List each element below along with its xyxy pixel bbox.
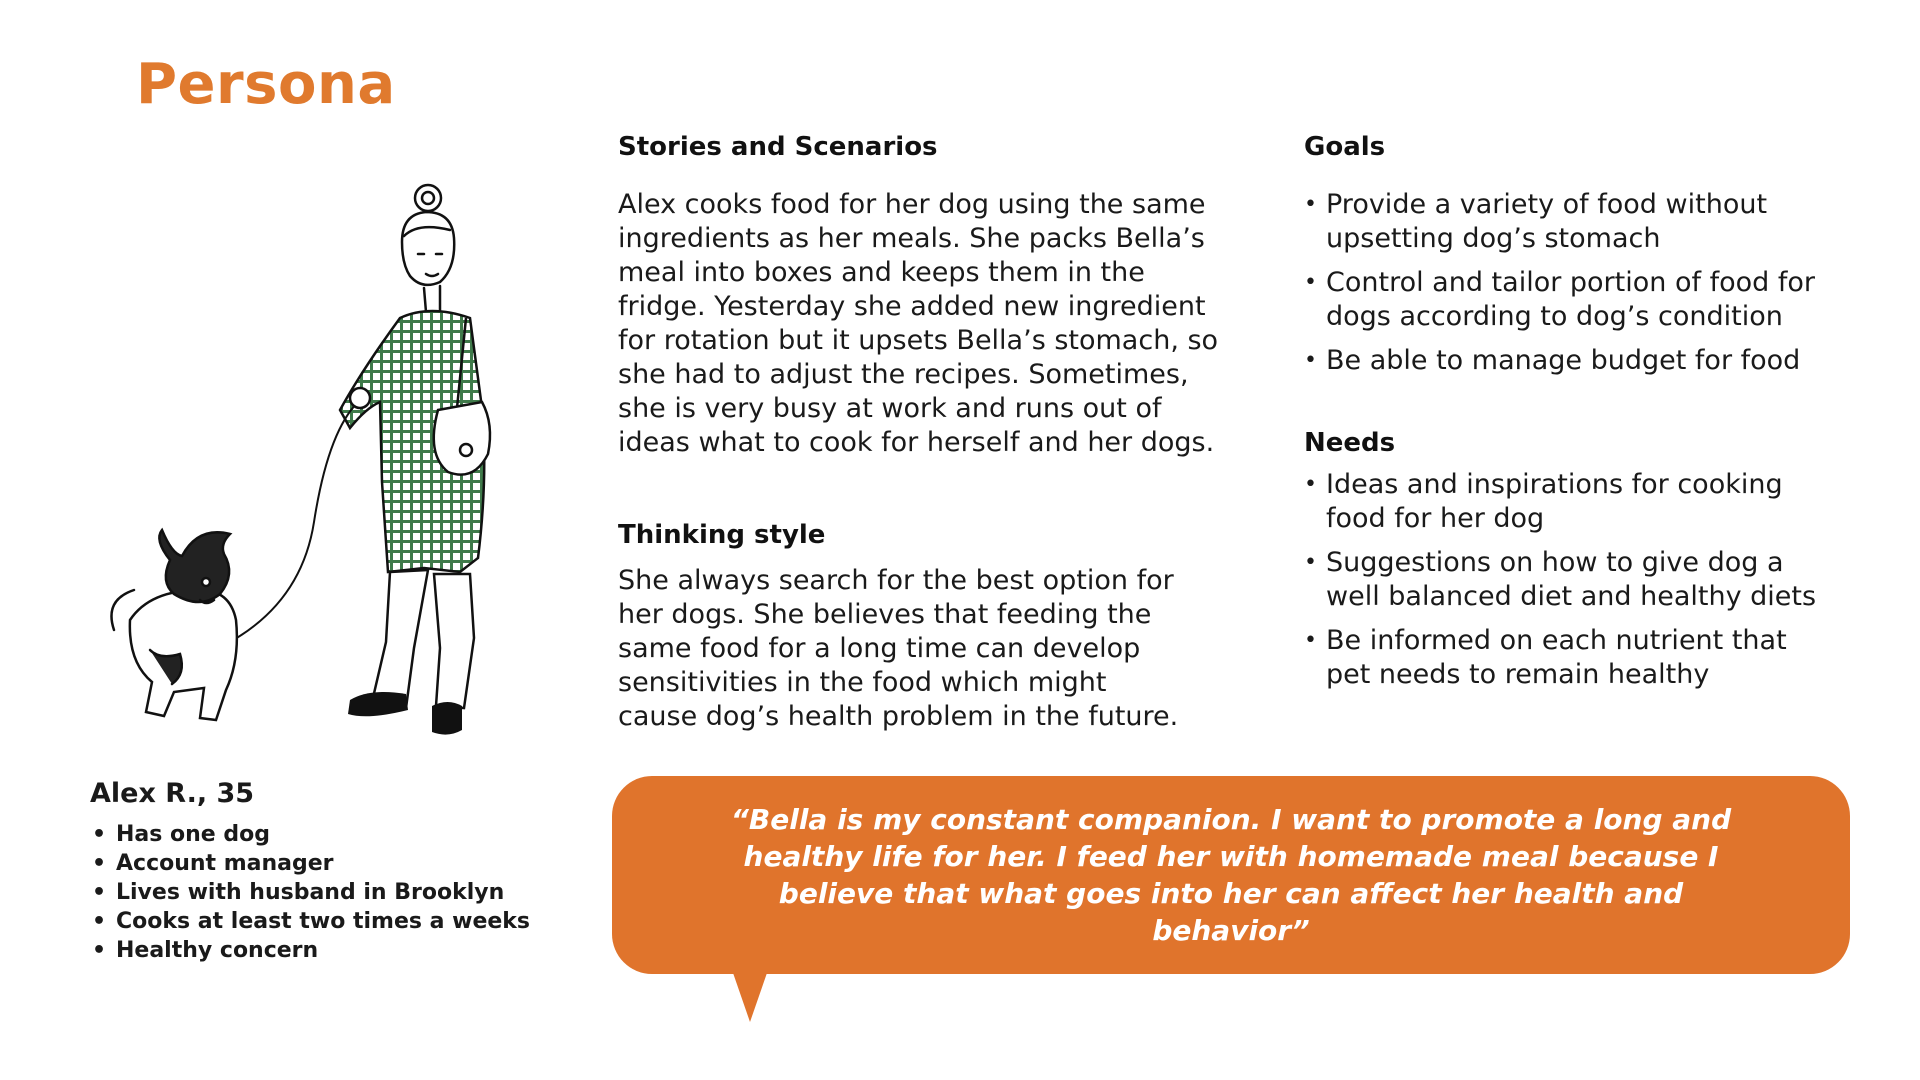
page-title: Persona (136, 52, 396, 117)
goals-list (1304, 188, 1815, 388)
pants (372, 570, 474, 708)
list-item: • Healthy concern (92, 936, 530, 965)
list-item: • Provide a variety of food without upsetting dog’s stomach (1304, 188, 1815, 256)
stories-heading: Stories and Scenarios (618, 132, 938, 162)
list-item: • Lives with husband in Brooklyn (92, 878, 530, 907)
list-item: • Be informed on each nutrient that pet needs to remain healthy (1304, 624, 1816, 692)
quote-bubble-tail (732, 970, 768, 1022)
persona-facts (92, 820, 530, 965)
stories-text: Alex cooks food for her dog using the same ingredients as her meals. She packs Bella’s meal into boxes and keeps them in the fridge. Yesterday she added new ingredient for rotation but it upsets Bella’s stomach, so she had to adjust the recipes. Sometimes, she is very busy at work and runs out of ideas what to cook for herself and her dogs. (618, 189, 1219, 458)
needs-list (1304, 468, 1816, 702)
list-item: • Be able to manage budget for food (1304, 344, 1815, 378)
dog-figure (112, 530, 237, 720)
persona-name: Alex R., 35 (90, 778, 255, 809)
needs-heading: Needs (1304, 428, 1396, 458)
quote-bubble (612, 776, 1850, 974)
list-item: • Account manager (92, 849, 530, 878)
goals-heading: Goals (1304, 132, 1386, 162)
thinking-text: She always search for the best option for her dogs. She believes that feeding the same food for a long time can develop sensitivities in the food which might cause dog’s health problem in the future. (618, 565, 1179, 732)
woman-walking-dog-illustration (70, 180, 550, 740)
woman-figure (402, 185, 454, 312)
list-item: • Has one dog (92, 820, 530, 849)
persona-quote: “Bella is my constant companion. I want to promote a long and healthy life for her. I feed her with homemade meal because I believe that what goes into her can affect her health and behavior” (730, 803, 1732, 947)
thinking-heading: Thinking style (618, 520, 826, 550)
list-item: • Control and tailor portion of food for dogs according to dog’s condition (1304, 266, 1815, 334)
list-item: • Cooks at least two times a weeks (92, 907, 530, 936)
list-item: • Ideas and inspirations for cooking food for her dog (1304, 468, 1816, 536)
list-item: • Suggestions on how to give dog a well balanced diet and healthy diets (1304, 546, 1816, 614)
